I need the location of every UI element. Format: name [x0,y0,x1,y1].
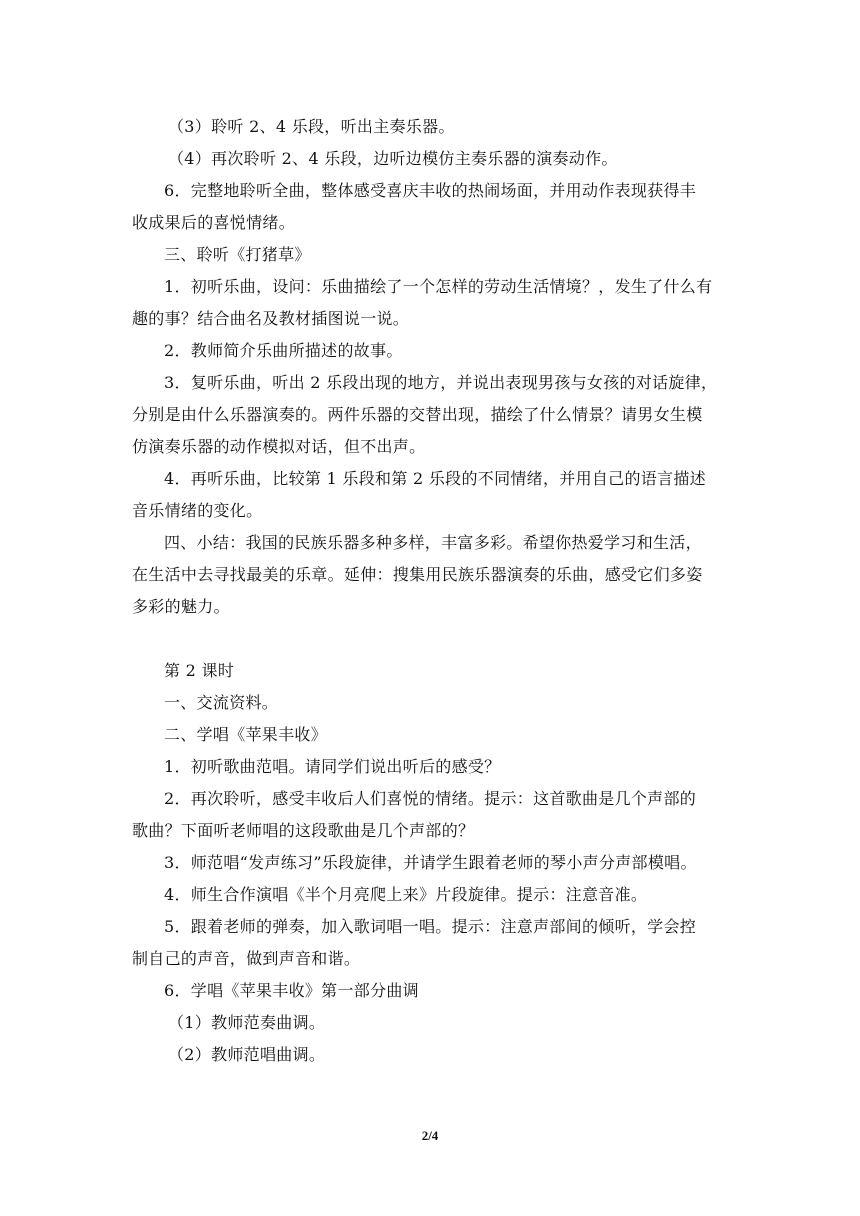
paragraph-line: （4）再次聆听 2、4 乐段，边听边模仿主奏乐器的演奏动作。 [168,149,618,168]
page-number: 2/4 [421,1128,439,1143]
paragraph-line: 6．学唱《苹果丰收》第一部分曲调 [164,981,419,1000]
section-heading: 一、交流资料。 [164,693,279,712]
paragraph-line: 2．再次聆听，感受丰收后人们喜悦的情绪。提示：这首歌曲是几个声部的 [164,789,697,808]
paragraph-line: 4．师生合作演唱《半个月亮爬上来》片段旋律。提示：注意音准。 [164,885,648,904]
paragraph-line: 1．初听歌曲范唱。请同学们说出听后的感受？ [164,757,501,776]
paragraph-line: 多彩的魅力。 [132,597,230,616]
paragraph-line: 趣的事？结合曲名及教材插图说一说。 [132,309,410,328]
paragraph-line: 6．完整地聆听全曲，整体感受喜庆丰收的热闹场面，并用动作表现获得丰 [164,181,697,200]
paragraph-line: 3．复听乐曲，听出 2 乐段出现的地方，并说出表现男孩与女孩的对话旋律， [164,373,718,392]
spacer [132,623,742,655]
paragraph-line: 在生活中去寻找最美的乐章。延伸：搜集用民族乐器演奏的乐曲，感受它们多姿 [132,565,703,584]
paragraph-line: 2．教师简介乐曲所描述的故事。 [164,341,403,360]
paragraph-line: 收成果后的喜悦情绪。 [132,213,296,232]
paragraph-line: 4．再听乐曲，比较第 1 乐段和第 2 乐段的不同情绪，并用自己的语言描述 [164,469,706,488]
section-heading: 二、学唱《苹果丰收》 [164,725,328,744]
paragraph-line: 音乐情绪的变化。 [132,501,263,520]
paragraph-line: （2）教师范唱曲调。 [168,1045,326,1064]
paragraph-line: 5．跟着老师的弹奏，加入歌词唱一唱。提示：注意声部间的倾听，学会控 [164,917,697,936]
paragraph-line: 1．初听乐曲，设问：乐曲描绘了一个怎样的劳动生活情境？，发生了什么有 [164,277,713,296]
paragraph-line: 歌曲？下面听老师唱的这段歌曲是几个声部的？ [132,821,475,840]
section-heading: 四、小结：我国的民族乐器多种多样，丰富多彩。希望你热爱学习和生活， [164,533,702,552]
section-heading: 三、聆听《打猪草》 [164,245,311,264]
paragraph-line: 制自己的声音，做到声音和谐。 [132,949,361,968]
paragraph-line: 3．师范唱“发声练习”乐段旋律，并请学生跟着老师的琴小声分声部模唱。 [164,853,697,872]
paragraph-line: （1）教师范奏曲调。 [168,1013,326,1032]
lesson-heading: 第 2 课时 [164,661,235,680]
paragraph-line: （3）聆听 2、4 乐段，听出主奏乐器。 [168,117,455,136]
paragraph-line: 分别是由什么乐器演奏的。两件乐器的交替出现，描绘了什么情景？请男女生模 [132,405,703,424]
document-body [132,111,742,1071]
paragraph-line: 仿演奏乐器的动作模拟对话，但不出声。 [132,437,426,456]
